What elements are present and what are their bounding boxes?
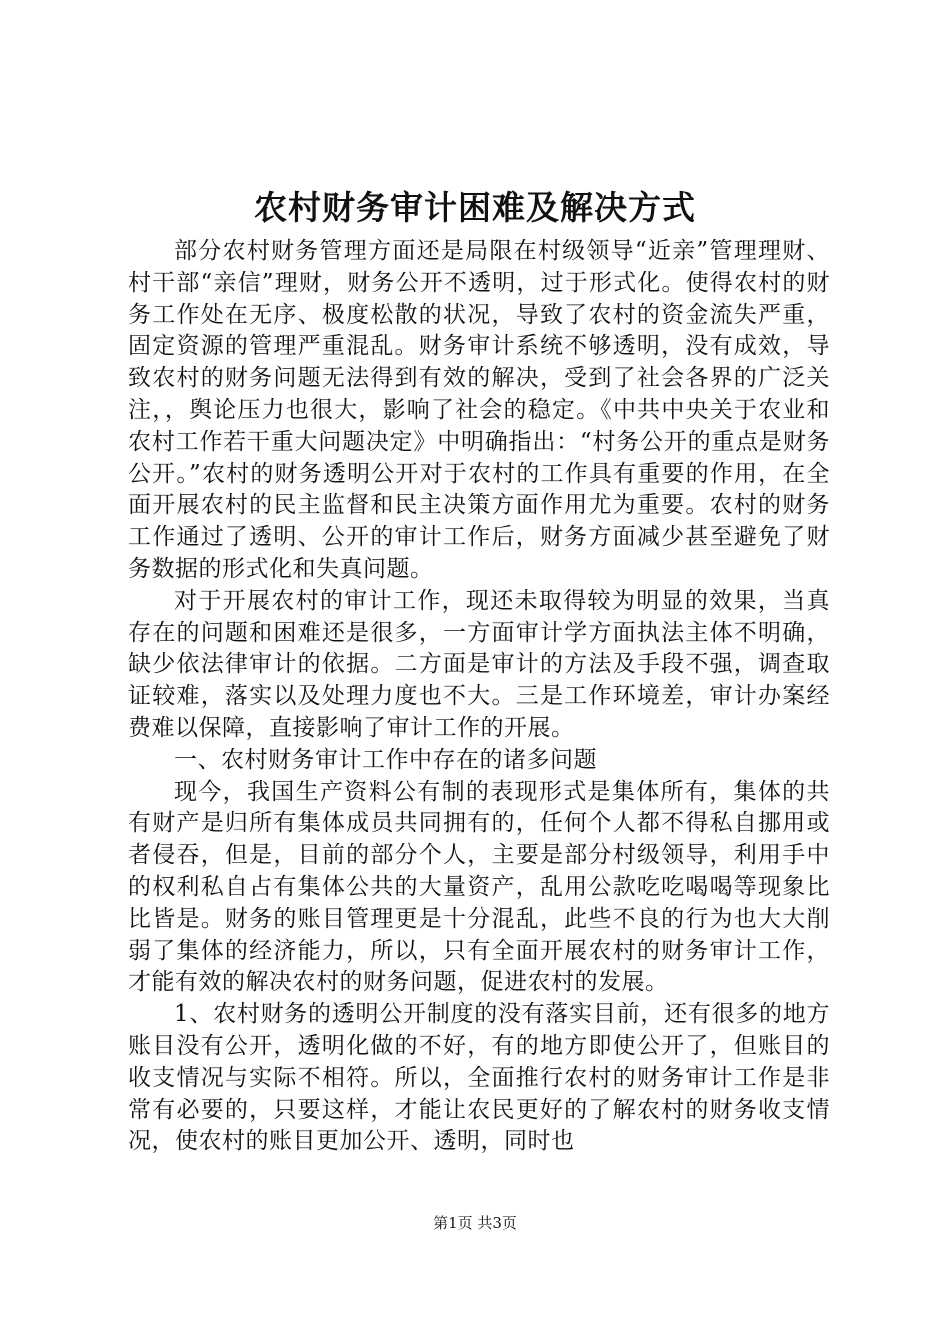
paragraph: 1、农村财务的透明公开制度的没有落实目前，还有很多的地方账目没有公开，透明化做的不好，有的地方即使公开了，但账目的收支情况与实际不相符。所以，全面推行农村的财务审计工作是非常有必要的，只要这样，才能让农民更好的了解农村的财务收支情况，使农村的账目更加公开、透明，同时也 (128, 1001, 830, 1155)
paragraph: 部分农村财务管理方面还是局限在村级领导“近亲”管理理财、村干部“亲信”理财，财务公开不透明，过于形式化。使得农村的财务工作处在无序、极度松散的状况，导致了农村的资金流失严重，固定资源的管理严重混乱。财务审计系统不够透明，没有成效，导致农村的财务问题无法得到有效的解决，受到了社会各界的广泛关注，，舆论压力也很大，影响了社会的稳定。《中共中央关于农业和农村工作若干重大问题决定》中明确指出：“村务公开的重点是财务公开。”农村的财务透明公开对于农村的工作具有重要的作用，在全面开展农村的民主监督和民主决策方面作用尤为重要。农村的财务工作通过了透明、公开的审计工作后，财务方面减少甚至避免了财务数据的形式化和失真问题。 (128, 238, 830, 582)
paragraph: 对于开展农村的审计工作，现还未取得较为明显的效果，当真存在的问题和困难还是很多，一方面审计学方面执法主体不明确，缺少依法律审计的依据。二方面是审计的方法及手段不强，调查取证较难，落实以及处理力度也不大。三是工作环境差，审计办案经费难以保障，直接影响了审计工作的开展。 (128, 587, 830, 741)
document-title: 农村财务审计困难及解决方式 (254, 188, 696, 227)
document-body (128, 236, 830, 1158)
paragraph: 现今，我国生产资料公有制的表现形式是集体所有，集体的共有财产是归所有集体成员共同拥有的，任何个人都不得私自挪用或者侵吞，但是，目前的部分个人，主要是部分村级领导，利用手中的权利私自占有集体公共的大量资产，乱用公款吃吃喝喝等现象比比皆是。财务的账目管理更是十分混乱，此些不良的行为也大大削弱了集体的经济能力，所以，只有全面开展农村的财务审计工作，才能有效的解决农村的财务问题，促进农村的发展。 (128, 778, 830, 996)
section-heading: 一、农村财务审计工作中存在的诸多问题 (174, 746, 597, 773)
page-number: 第1页 共3页 (433, 1214, 517, 1232)
